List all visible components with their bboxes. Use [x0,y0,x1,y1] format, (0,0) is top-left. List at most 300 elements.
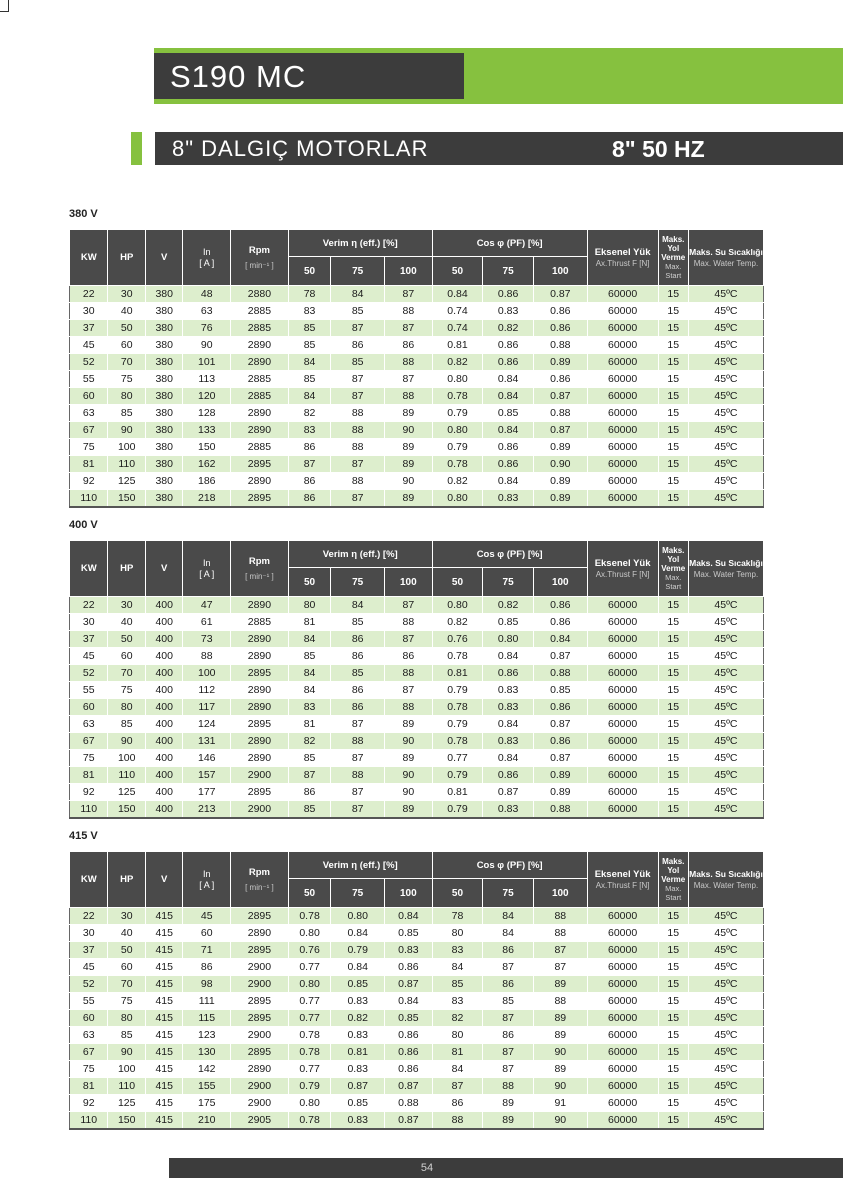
table-cell: 81 [432,1044,483,1061]
table-cell: 88 [385,303,433,320]
table-cell: 45ºC [688,1112,763,1130]
table-cell: 0.78 [288,1044,331,1061]
table-cell: 60000 [587,959,658,976]
table-cell: 2890 [231,631,289,648]
table-cell: 60000 [587,1095,658,1112]
table-cell: 87 [385,320,433,337]
col-load-point [331,879,385,908]
table-cell: 100 [108,439,145,456]
table-cell: 15 [658,354,688,371]
header-text: Maks. Su Sıcaklığı [689,246,763,257]
col-efficiency [288,541,432,568]
table-cell: 45ºC [688,1095,763,1112]
table-cell: 0.79 [288,1078,331,1095]
crop-mark-icon [0,0,10,14]
table-cell: 87 [483,959,534,976]
table-cell: 30 [108,286,145,303]
table-cell: 2890 [231,750,289,767]
header-text: Eksenel Yük [594,557,651,569]
table-row [70,1112,764,1130]
col-power-factor [432,230,587,257]
table-cell: 0.83 [331,1112,385,1130]
table-cell: 60 [70,388,108,405]
table-cell: 0.81 [432,665,483,682]
table-cell: 0.88 [533,665,587,682]
table-cell: 0.87 [533,388,587,405]
table-cell: 22 [70,908,108,925]
table-cell: 40 [108,303,145,320]
col-power-factor [432,852,587,879]
table-cell: 60000 [587,801,658,819]
table-cell: 75 [108,371,145,388]
table-cell: 60000 [587,597,658,614]
table-cell: 82 [288,405,331,422]
table-cell: 88 [385,614,433,631]
table-cell: 45ºC [688,925,763,942]
table-cell: 0.90 [533,456,587,473]
spec-table [69,229,764,508]
table-cell: 101 [183,354,231,371]
table-cell: 60000 [587,439,658,456]
table-row [70,422,764,439]
table-cell: 415 [145,925,182,942]
table-cell: 0.84 [483,422,534,439]
header-text: Rpm [248,244,270,256]
table-cell: 0.81 [331,1044,385,1061]
table-cell: 0.84 [331,959,385,976]
col-kw [70,852,108,908]
table-row [70,665,764,682]
table-cell: 0.85 [483,614,534,631]
table-cell: 84 [288,631,331,648]
table-row [70,354,764,371]
table-cell: 63 [70,716,108,733]
table-cell: 0.78 [432,456,483,473]
table-cell: 125 [108,1095,145,1112]
header-text: 75 [352,887,364,899]
table-cell: 86 [183,959,231,976]
col-load-point [331,257,385,286]
table-cell: 0.87 [385,1078,433,1095]
table-cell: 81 [288,614,331,631]
header-text: Eksenel Yük [594,246,651,258]
table-cell: 85 [331,354,385,371]
table-cell: 45ºC [688,767,763,784]
table-cell: 0.78 [288,1027,331,1044]
table-cell: 60000 [587,456,658,473]
table-cell: 0.84 [331,925,385,942]
table-cell: 0.81 [432,337,483,354]
table-cell: 0.79 [432,682,483,699]
table-cell: 15 [658,303,688,320]
table-cell: 0.86 [533,303,587,320]
table-cell: 0.79 [432,767,483,784]
table-cell: 89 [385,405,433,422]
table-cell: 400 [145,801,182,819]
table-cell: 123 [183,1027,231,1044]
table-cell: 0.82 [432,354,483,371]
table-cell: 2895 [231,456,289,473]
header-text: 100 [551,265,569,277]
header-text: In [203,868,211,879]
table-cell: 89 [385,716,433,733]
table-cell: 45ºC [688,993,763,1010]
table-cell: 115 [183,1010,231,1027]
table-cell: 0.78 [432,388,483,405]
table-cell: 0.80 [432,490,483,508]
table-cell: 15 [658,473,688,490]
table-cell: 0.87 [533,648,587,665]
table-cell: 15 [658,439,688,456]
table-cell: 0.86 [533,320,587,337]
table-cell: 2895 [231,665,289,682]
table-cell: 0.80 [331,908,385,925]
table-cell: 87 [432,1078,483,1095]
table-cell: 112 [183,682,231,699]
table-cell: 60 [183,925,231,942]
table-cell: 87 [385,631,433,648]
table-cell: 87 [331,750,385,767]
table-cell: 86 [288,473,331,490]
table-cell: 0.78 [432,699,483,716]
table-cell: 48 [183,286,231,303]
table-cell: 15 [658,716,688,733]
header-text: Ax.Thrust F [N] [595,258,650,268]
table-cell: 86 [385,648,433,665]
table-cell: 0.84 [385,908,433,925]
col-load-point [533,879,587,908]
table-cell: 45ºC [688,733,763,750]
table-cell: 87 [331,716,385,733]
table-cell: 130 [183,1044,231,1061]
table-cell: 0.84 [483,648,534,665]
table-cell: 100 [108,1061,145,1078]
header-text: Max. Start [665,884,682,902]
table-row [70,320,764,337]
table-cell: 45ºC [688,750,763,767]
table-cell: 15 [658,337,688,354]
table-cell: 45ºC [688,1010,763,1027]
col-thrust [587,852,658,908]
table-cell: 15 [658,908,688,925]
table-cell: 87 [385,682,433,699]
table-cell: 2890 [231,473,289,490]
table-cell: 15 [658,388,688,405]
table-cell: 15 [658,750,688,767]
table-cell: 0.83 [331,1061,385,1078]
table-cell: 0.88 [385,1095,433,1112]
table-cell: 128 [183,405,231,422]
table-cell: 85 [331,665,385,682]
table-cell: 0.88 [533,801,587,819]
col-load-point [288,568,331,597]
table-cell: 45ºC [688,286,763,303]
table-cell: 0.84 [483,716,534,733]
table-cell: 92 [70,473,108,490]
footer-bar [169,1158,843,1178]
header-text: HP [120,252,134,263]
table-cell: 60000 [587,354,658,371]
table-cell: 50 [108,942,145,959]
table-cell: 100 [108,750,145,767]
header-text: 50 [451,265,464,277]
table-cell: 60000 [587,473,658,490]
table-cell: 80 [288,597,331,614]
col-v [145,852,182,908]
header-text: 75 [352,265,364,277]
table-cell: 2900 [231,1078,289,1095]
table-cell: 60000 [587,405,658,422]
table-cell: 87 [288,767,331,784]
table-cell: 88 [385,354,433,371]
table-cell: 85 [331,614,385,631]
table-row [70,699,764,716]
table-cell: 86 [483,942,534,959]
table-cell: 90 [108,1044,145,1061]
col-power-factor [432,541,587,568]
table-cell: 86 [483,976,534,993]
header-text: 100 [551,576,569,588]
header-text: [ min⁻¹ ] [245,571,274,581]
col-load-point [331,568,385,597]
table-cell: 0.79 [432,716,483,733]
header-text: [ min⁻¹ ] [245,260,274,270]
table-cell: 89 [385,456,433,473]
table-cell: 60000 [587,942,658,959]
table-cell: 60000 [587,1112,658,1130]
table-cell: 177 [183,784,231,801]
table-cell: 0.85 [331,1095,385,1112]
table-cell: 84 [331,597,385,614]
col-load-point [385,568,433,597]
table-cell: 67 [70,422,108,439]
col-v [145,230,182,286]
table-cell: 86 [288,490,331,508]
table-cell: 2890 [231,682,289,699]
table-cell: 110 [108,767,145,784]
table-cell: 88 [183,648,231,665]
table-row [70,1010,764,1027]
table-row [70,405,764,422]
table-cell: 84 [432,959,483,976]
table-cell: 45 [70,959,108,976]
table-cell: 0.83 [385,942,433,959]
table-cell: 0.86 [385,959,433,976]
table-cell: 75 [108,682,145,699]
table-cell: 15 [658,371,688,388]
table-cell: 75 [108,993,145,1010]
table-cell: 80 [108,1010,145,1027]
table-cell: 40 [108,925,145,942]
header-text: Ax.Thrust F [N] [595,569,650,579]
table-cell: 45ºC [688,942,763,959]
table-cell: 67 [70,733,108,750]
table-cell: 88 [385,699,433,716]
table-cell: 110 [70,1112,108,1130]
table-cell: 15 [658,456,688,473]
table-cell: 0.80 [432,371,483,388]
table-cell: 0.83 [483,801,534,819]
table-cell: 380 [145,388,182,405]
table-cell: 37 [70,320,108,337]
table-cell: 55 [70,371,108,388]
col-load-point [533,568,587,597]
header-text: HP [120,874,134,885]
table-cell: 83 [288,303,331,320]
table-cell: 92 [70,1095,108,1112]
table-cell: 2895 [231,716,289,733]
table-cell: 90 [108,733,145,750]
table-cell: 124 [183,716,231,733]
col-load-point [288,257,331,286]
table-cell: 45ºC [688,682,763,699]
header-text: 50 [304,265,316,277]
table-row [70,648,764,665]
header-text: 75 [352,576,364,588]
table-cell: 110 [70,801,108,819]
table-cell: 2885 [231,439,289,456]
table-cell: 400 [145,733,182,750]
col-current [183,852,231,908]
table-cell: 87 [385,371,433,388]
table-cell: 45ºC [688,439,763,456]
table-cell: 15 [658,1095,688,1112]
table-cell: 0.86 [483,665,534,682]
table-cell: 45 [70,337,108,354]
table-row [70,631,764,648]
table-cell: 157 [183,767,231,784]
table-cell: 0.87 [533,716,587,733]
table-cell: 0.86 [483,439,534,456]
table-cell: 90 [385,767,433,784]
table-cell: 380 [145,405,182,422]
header-text: In [203,246,211,257]
table-row [70,716,764,733]
table-cell: 0.89 [533,473,587,490]
table-cell: 52 [70,354,108,371]
table-cell: 0.89 [533,767,587,784]
table-cell: 2895 [231,908,289,925]
table-cell: 86 [331,631,385,648]
table-cell: 45ºC [688,456,763,473]
table-cell: 2890 [231,1061,289,1078]
table-row [70,439,764,456]
col-kw [70,541,108,597]
table-cell: 85 [288,320,331,337]
col-load-point [432,879,483,908]
table-cell: 30 [70,925,108,942]
table-row [70,784,764,801]
header-text: Maks. Su Sıcaklığı [689,868,763,879]
table-cell: 60000 [587,993,658,1010]
table-cell: 87 [385,286,433,303]
table-cell: 81 [288,716,331,733]
table-cell: 0.87 [533,750,587,767]
table-cell: 0.79 [432,405,483,422]
table-cell: 45ºC [688,405,763,422]
table-cell: 0.85 [483,405,534,422]
table-cell: 87 [331,456,385,473]
table-cell: 175 [183,1095,231,1112]
table-cell: 2890 [231,422,289,439]
table-cell: 86 [331,699,385,716]
col-load-point [385,257,433,286]
table-cell: 85 [331,303,385,320]
table-cell: 0.74 [432,320,483,337]
table-cell: 85 [288,648,331,665]
table-cell: 210 [183,1112,231,1130]
table-cell: 15 [658,959,688,976]
table-cell: 60 [70,1010,108,1027]
table-cell: 78 [288,286,331,303]
table-cell: 2890 [231,925,289,942]
table-row [70,1095,764,1112]
table-cell: 400 [145,614,182,631]
col-load-point [483,568,534,597]
table-cell: 0.77 [288,993,331,1010]
header-text: 50 [304,576,316,588]
table-cell: 85 [288,337,331,354]
table-cell: 15 [658,665,688,682]
table-cell: 87 [533,959,587,976]
table-cell: 45ºC [688,784,763,801]
table-cell: 0.84 [432,286,483,303]
table-cell: 2900 [231,1027,289,1044]
table-cell: 0.77 [288,1061,331,1078]
table-cell: 0.84 [483,371,534,388]
table-cell: 400 [145,665,182,682]
table-cell: 89 [483,1095,534,1112]
table-cell: 2890 [231,699,289,716]
table-cell: 415 [145,1044,182,1061]
table-cell: 150 [183,439,231,456]
table-cell: 60000 [587,1027,658,1044]
table-cell: 0.82 [432,473,483,490]
table-cell: 22 [70,597,108,614]
table-cell: 67 [70,1044,108,1061]
table-cell: 91 [533,1095,587,1112]
table-cell: 90 [533,1044,587,1061]
table-cell: 45ºC [688,422,763,439]
header-text: Rpm [248,555,270,567]
table-cell: 415 [145,1061,182,1078]
header-text: 75 [502,887,514,899]
table-cell: 60000 [587,925,658,942]
table-cell: 50 [108,320,145,337]
table-cell: 80 [108,388,145,405]
table-cell: 15 [658,1061,688,1078]
table-cell: 400 [145,648,182,665]
col-hp [108,852,145,908]
table-row [70,1061,764,1078]
table-cell: 45ºC [688,1044,763,1061]
header-text: Max. Start [665,262,682,280]
table-cell: 60000 [587,1078,658,1095]
table-cell: 60000 [587,908,658,925]
table-cell: 0.85 [331,976,385,993]
table-cell: 85 [108,405,145,422]
table-row [70,614,764,631]
table-cell: 0.80 [483,631,534,648]
header-text: Verim η (eff.) [%] [322,237,398,249]
table-row [70,767,764,784]
col-load-point [533,257,587,286]
table-cell: 0.83 [483,303,534,320]
table-cell: 88 [331,422,385,439]
table-row [70,733,764,750]
col-water-temp [688,541,763,597]
table-cell: 88 [331,439,385,456]
